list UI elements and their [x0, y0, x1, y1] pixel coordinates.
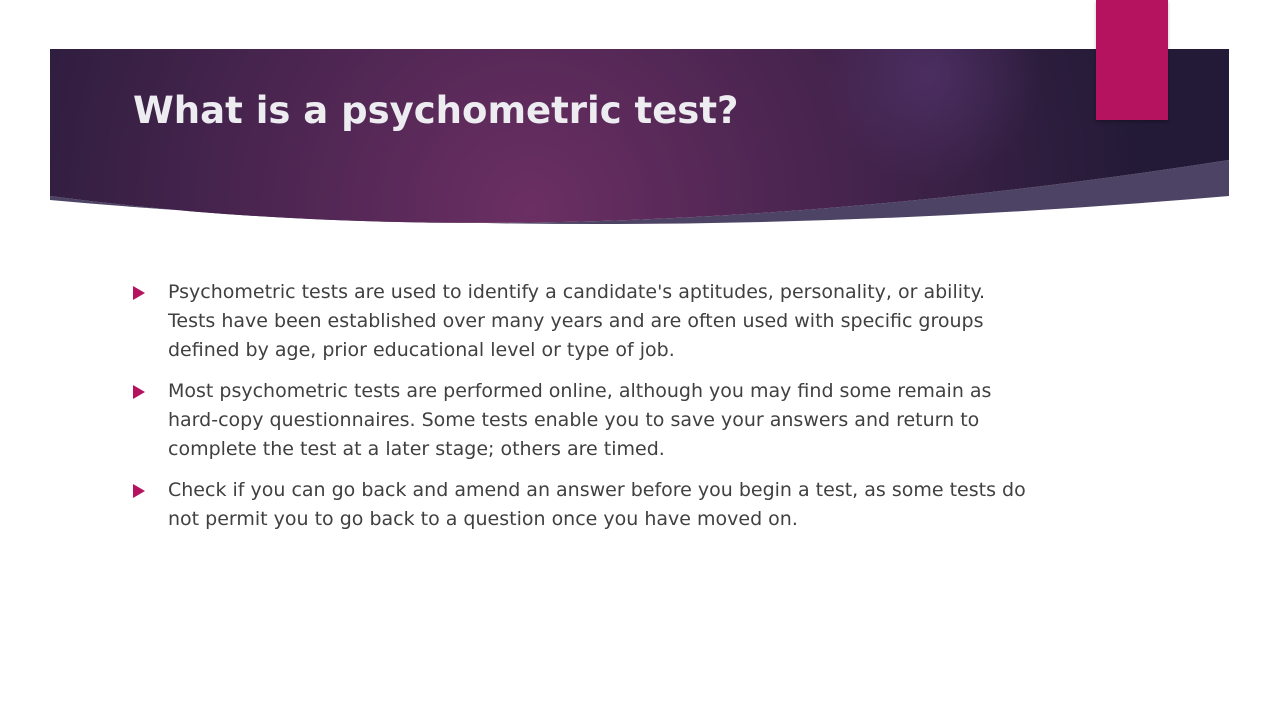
triangle-right-icon [133, 476, 168, 505]
bullet-text: Psychometric tests are used to identify a candidate's aptitudes, personality, or ability. Tests have been established over many years and are often used with specific groups defined by age, prior educational level or type of job. [168, 281, 986, 361]
bullet-item [133, 476, 1033, 534]
triangle-right-icon [133, 278, 168, 307]
bullet-list [133, 278, 1033, 546]
bullet-item [133, 377, 1033, 464]
bullet-item [133, 278, 1033, 365]
bullet-text: Check if you can go back and amend an answer before you begin a test, as some tests do not permit you to go back to a question once you have moved on. [168, 479, 1026, 530]
bullet-text: Most psychometric tests are performed online, although you may find some remain as hard-copy questionnaires. Some tests enable you to save your answers and return to complete the test at a later stage; others are timed. [168, 380, 992, 460]
accent-tab [1096, 0, 1168, 120]
triangle-right-icon [133, 377, 168, 406]
slide-title: What is a psychometric test? [133, 89, 739, 132]
